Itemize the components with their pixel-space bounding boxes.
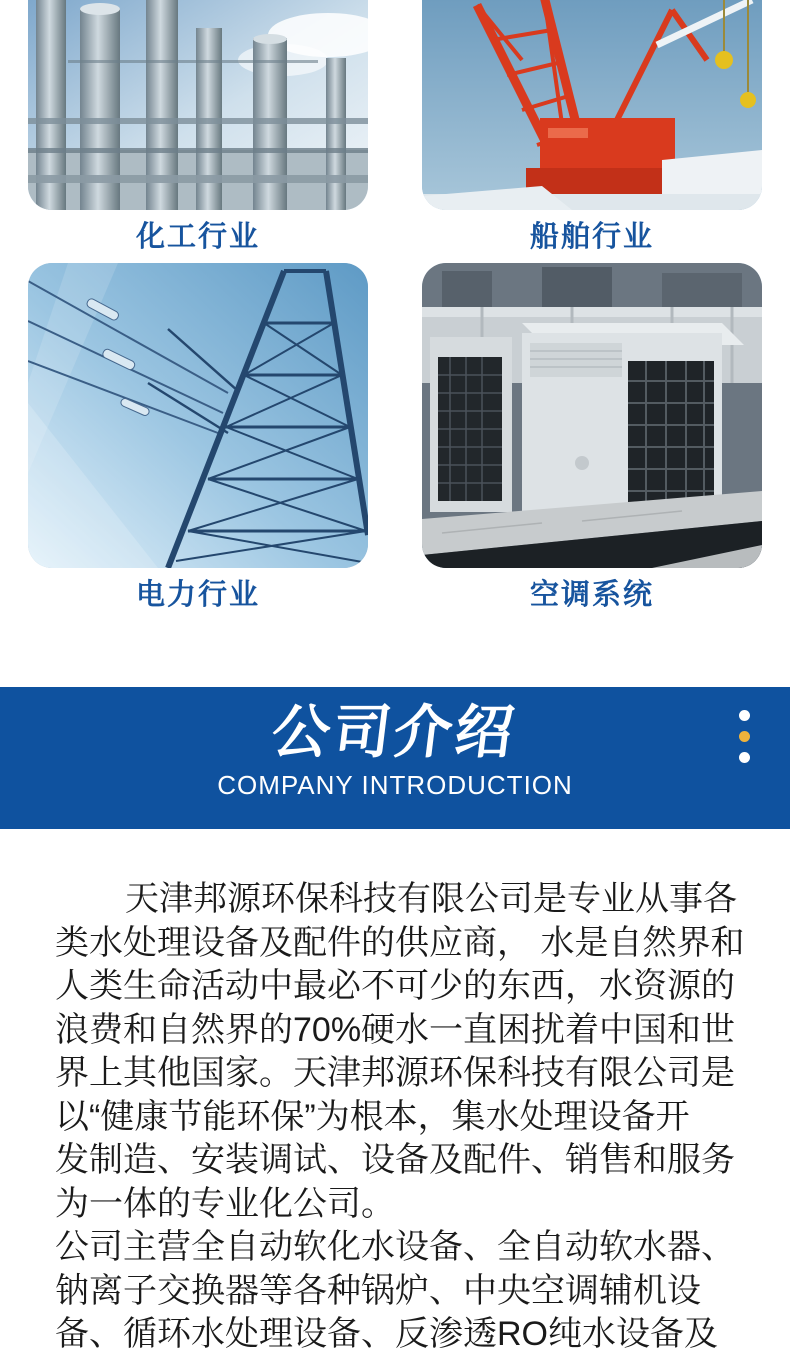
- intro-line: 天津邦源环保科技有限公司是专业从事各: [125, 880, 737, 918]
- chemical-plant-photo: [28, 0, 368, 210]
- power-tower-illustration: [28, 263, 368, 568]
- company-intro-banner: [0, 687, 790, 829]
- dot-icon: [739, 710, 750, 721]
- dot-icon: [739, 731, 750, 742]
- banner-subtitle: COMPANY INTRODUCTION: [217, 770, 573, 800]
- industry-card-hvac: [422, 263, 762, 621]
- company-intro-text: [0, 878, 790, 1357]
- intro-line: 发制造、安装调试、设备及配件、销售和服务: [55, 1141, 735, 1179]
- power-transmission-tower-photo: [28, 263, 368, 568]
- intro-line: 界上其他国家。天津邦源环保科技有限公司是: [55, 1054, 735, 1092]
- rooftop-hvac-units-photo: [422, 263, 762, 568]
- intro-line: 备、循环水处理设备、反渗透RO纯水设备及: [55, 1315, 718, 1353]
- intro-line: 浪费和自然界的70%硬水一直困扰着中国和世: [55, 1010, 736, 1049]
- intro-line: 为一体的专业化公司。: [55, 1184, 395, 1223]
- shipyard-crane-illustration: [422, 0, 762, 210]
- industry-card-power: [28, 263, 368, 621]
- intro-line: 以“健康节能环保”为根本，集水处理设备开: [55, 1097, 690, 1136]
- shipyard-crane-photo: [422, 0, 762, 210]
- dot-icon: [739, 752, 750, 763]
- hvac-units-illustration: [422, 263, 762, 568]
- intro-line: 人类生命活动中最必不可少的东西，水资源的: [55, 967, 735, 1005]
- industry-label-chemical: 化工行业: [135, 221, 260, 253]
- industry-label-power: 电力行业: [135, 579, 260, 611]
- chemical-plant-illustration: [28, 0, 368, 210]
- industry-card-ship: [422, 0, 762, 263]
- industry-card-chemical: [28, 0, 368, 263]
- banner-title: 公司介绍: [268, 700, 521, 765]
- industry-label-ship: 船舶行业: [529, 221, 654, 253]
- industries-grid: [0, 0, 790, 621]
- industry-label-hvac: 空调系统: [529, 579, 654, 611]
- intro-line: 类水处理设备及配件的供应商， 水是自然界和: [55, 923, 745, 962]
- intro-line: 公司主营全自动软化水设备、全自动软水器、: [55, 1228, 735, 1266]
- banner-dots-decoration: [739, 710, 750, 773]
- intro-line: 钠离子交换器等各种锅炉、中央空调辅机设: [55, 1271, 701, 1310]
